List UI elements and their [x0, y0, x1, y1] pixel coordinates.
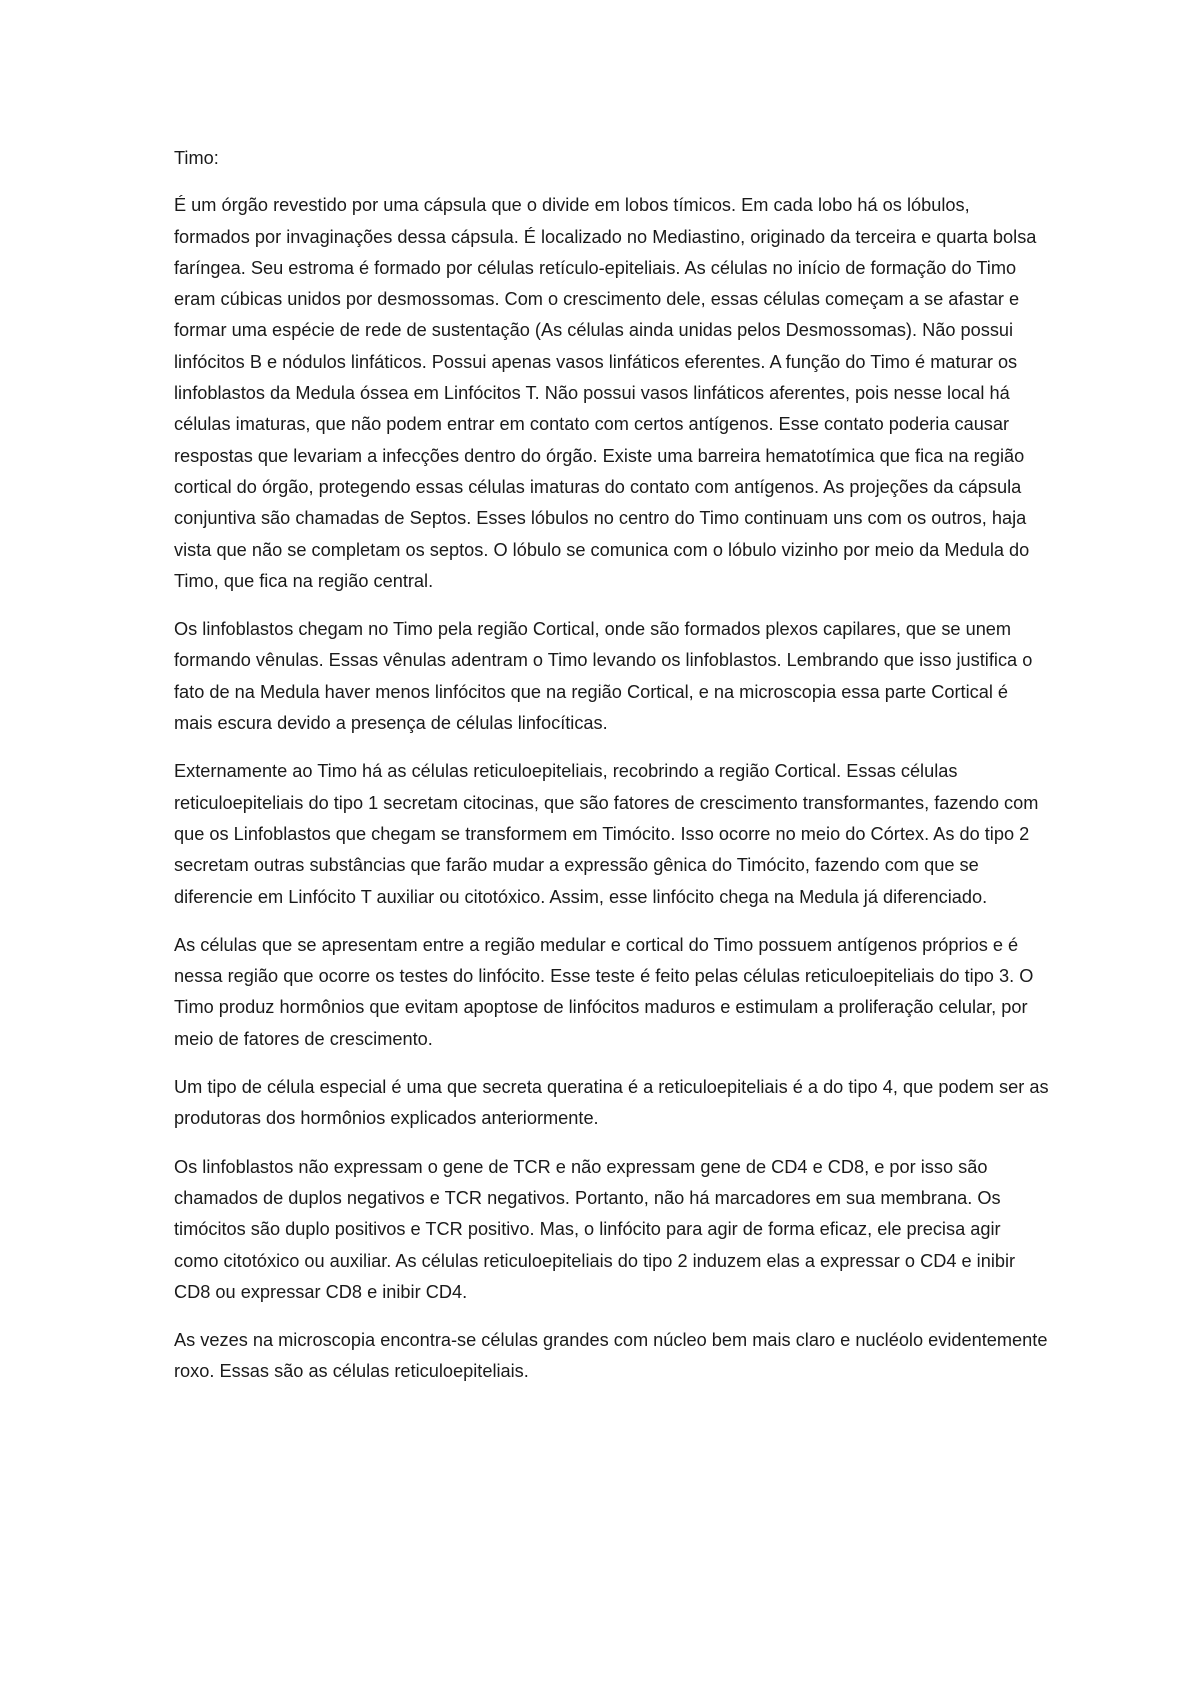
paragraph-3: Externamente ao Timo há as células reticuloepiteliais, recobrindo a região Cortical. Essas células reticuloepiteliais do tipo 1 secretam citocinas, que são fatores de crescimento transformantes, fazendo com que os Linfoblastos que chegam se transformem em Timócito. Isso ocorre no meio do Córtex. As do tipo 2 secretam outras substâncias que farão mudar a expressão gênica do Timócito, fazendo com que se diferencie em Linfócito T auxiliar ou citotóxico. Assim, esse linfócito chega na Medula já diferenciado.	[174, 761, 1039, 907]
paragraph-1: É um órgão revestido por uma cápsula que o divide em lobos tímicos. Em cada lobo há os lóbulos, formados por invaginações dessa cápsula. É localizado no Mediastino, originado da terceira e quarta bolsa faríngea. Seu estroma é formado por células retículo-epiteliais. As células no início de formação do Timo eram cúbicas unidos por desmossomas. Com o crescimento dele, essas células começam a se afastar e formar uma espécie de rede de sustentação (As células ainda unidas pelos Desmossomas). Não possui linfócitos B e nódulos linfáticos. Possui apenas vasos linfáticos eferentes. A função do Timo é maturar os linfoblastos da Medula óssea em Linfócitos T. Não possui vasos linfáticos aferentes, pois nesse local há células imaturas, que não podem entrar em contato com certos antígenos. Esse contato poderia causar respostas que levariam a infecções dentro do órgão. Existe uma barreira hematotímica que fica na região cortical do órgão, protegendo essas células imaturas do contato com antígenos. As projeções da cápsula conjuntiva são chamadas de Septos. Esses lóbulos no centro do Timo continuam uns com os outros, haja vista que não se completam os septos. O lóbulo se comunica com o lóbulo vizinho por meio da Medula do Timo, que fica na região central.	[174, 195, 1037, 591]
paragraph-5: Um tipo de célula especial é uma que secreta queratina é a reticuloepiteliais é a do tipo 4, que podem ser as produtoras dos hormônios explicados anteriormente.	[174, 1077, 1049, 1129]
document-body	[174, 143, 1049, 1405]
paragraph-6: Os linfoblastos não expressam o gene de TCR e não expressam gene de CD4 e CD8, e por isso são chamados de duplos negativos e TCR negativos. Portanto, não há marcadores em sua membrana. Os timócitos são duplo positivos e TCR positivo. Mas, o linfócito para agir de forma eficaz, ele precisa agir como citotóxico ou auxiliar. As células reticuloepiteliais do tipo 2 induzem elas a expressar o CD4 e inibir CD8 ou expressar CD8 e inibir CD4.	[174, 1156, 1016, 1302]
paragraph-2: Os linfoblastos chegam no Timo pela região Cortical, onde são formados plexos capilares, que se unem formando vênulas. Essas vênulas adentram o Timo levando os linfoblastos. Lembrando que isso justifica o fato de na Medula haver menos linfócitos que na região Cortical, e na microscopia essa parte Cortical é mais escura devido a presença de células linfocíticas.	[174, 619, 1033, 734]
paragraph-7: As vezes na microscopia encontra-se células grandes com núcleo bem mais claro e nucléolo evidentemente roxo. Essas são as células reticuloepiteliais.	[174, 1330, 1048, 1382]
paragraph-4: As células que se apresentam entre a região medular e cortical do Timo possuem antígenos próprios e é nessa região que ocorre os testes do linfócito. Esse teste é feito pelas células reticuloepiteliais do tipo 3. O Timo produz hormônios que evitam apoptose de linfócitos maduros e estimulam a proliferação celular, por meio de fatores de crescimento.	[174, 934, 1034, 1049]
document-title: Timo:	[174, 148, 219, 168]
